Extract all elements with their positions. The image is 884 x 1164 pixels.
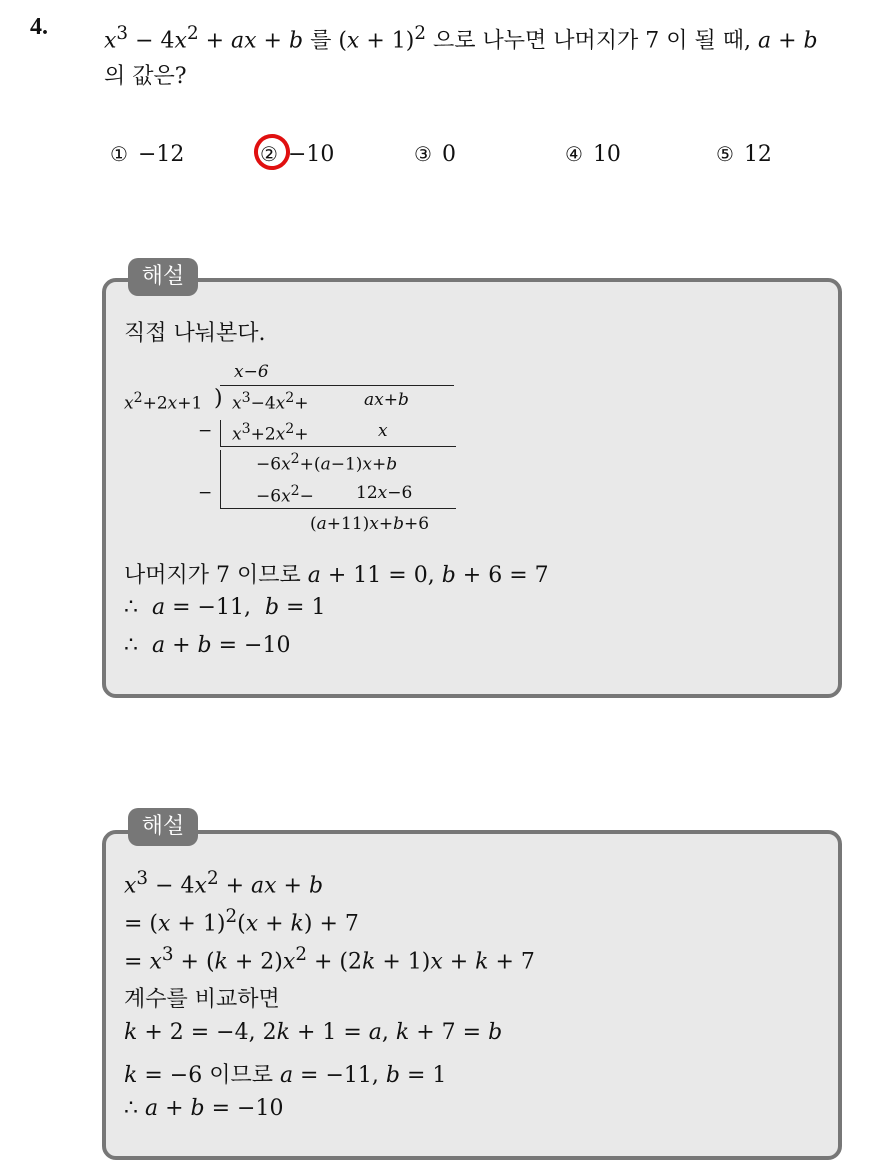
division-quotient: x−6 (234, 362, 269, 382)
division-minus-1: − (198, 421, 213, 441)
solution2-line-7: ∴ a + b = −10 (124, 1096, 284, 1121)
division-minus-2: − (198, 483, 213, 503)
division-sub2-right: 12x−6 (356, 483, 413, 503)
choice-1-mark: ① (110, 142, 128, 166)
division-top-bar (220, 385, 454, 386)
choice-4-value: 10 (592, 142, 621, 167)
choice-3-value: 0 (441, 142, 456, 167)
division-vline-1 (220, 420, 221, 446)
choice-2-mark: ② (260, 142, 278, 166)
solution2-line-3: = $x^3 + (k + 2)x^2 + (2k + 1)x + k + 7$ (124, 944, 535, 975)
solution2-line-5: k + 2 = −4, 2k + 1 = a, k + 7 = b (124, 1020, 503, 1045)
solution-tag-1: 해설 (128, 258, 198, 296)
solution2-line-6: k = −6 이므로 a = −11, b = 1 (124, 1063, 447, 1088)
solution1-line-2: ∴ a = −11, b = 1 (124, 595, 326, 620)
choice-5-value: 12 (743, 142, 772, 167)
solution2-line-4: 계수를 비교하면 (124, 987, 280, 1012)
choice-4-mark: ④ (565, 142, 583, 166)
question-line-2: 의 값은? (104, 64, 187, 90)
choice-2-value: −10 (287, 142, 335, 167)
division-bar-2 (220, 508, 456, 509)
division-bar-1 (220, 446, 456, 447)
division-remainder-final: (a+11)x+b+6 (310, 514, 430, 534)
division-dividend-right: ax+b (364, 390, 409, 410)
division-bracket: ) (214, 386, 223, 411)
division-sub2-left: $-6x^2-$ (256, 483, 314, 507)
choice-1-value: −12 (137, 142, 185, 167)
choice-1[interactable] (110, 142, 184, 167)
choice-3-mark: ③ (414, 142, 432, 166)
solution2-line-1: $x^3 - 4x^2$ + ax + b (124, 868, 324, 899)
division-vline-2 (220, 450, 221, 508)
division-remainder-1: $-6x^2+(a-1)x+b$ (256, 451, 398, 475)
solution1-intro: 직접 나눠본다. (124, 321, 266, 346)
division-sub1-left: $x^3+2x^2+$ (232, 421, 309, 445)
question-number: 4. (30, 14, 48, 40)
choice-5-mark: ⑤ (716, 142, 734, 166)
solution1-line-1: 나머지가 7 이므로 a + 11 = 0, b + 6 = 7 (124, 563, 549, 588)
solution1-line-3: ∴ a + b = −10 (124, 633, 291, 658)
solution-tag-2: 해설 (128, 808, 198, 846)
division-sub1-right: x (378, 421, 388, 441)
choice-4[interactable] (565, 142, 621, 167)
choice-3[interactable] (414, 142, 456, 167)
division-divisor: $x^2+2x+1$ (124, 390, 203, 414)
division-dividend-left: $x^3-4x^2+$ (232, 390, 309, 414)
choice-5[interactable] (716, 142, 772, 167)
question-line-1: $x^3 - 4x^2$ + ax + b 를 $(x + 1)^2$ 으로 나누면 나머지가 7 이 될 때, a + b (104, 23, 818, 54)
question-text (104, 16, 874, 95)
solution2-line-2: = $(x + 1)^2(x + k) + 7$ (124, 906, 359, 937)
